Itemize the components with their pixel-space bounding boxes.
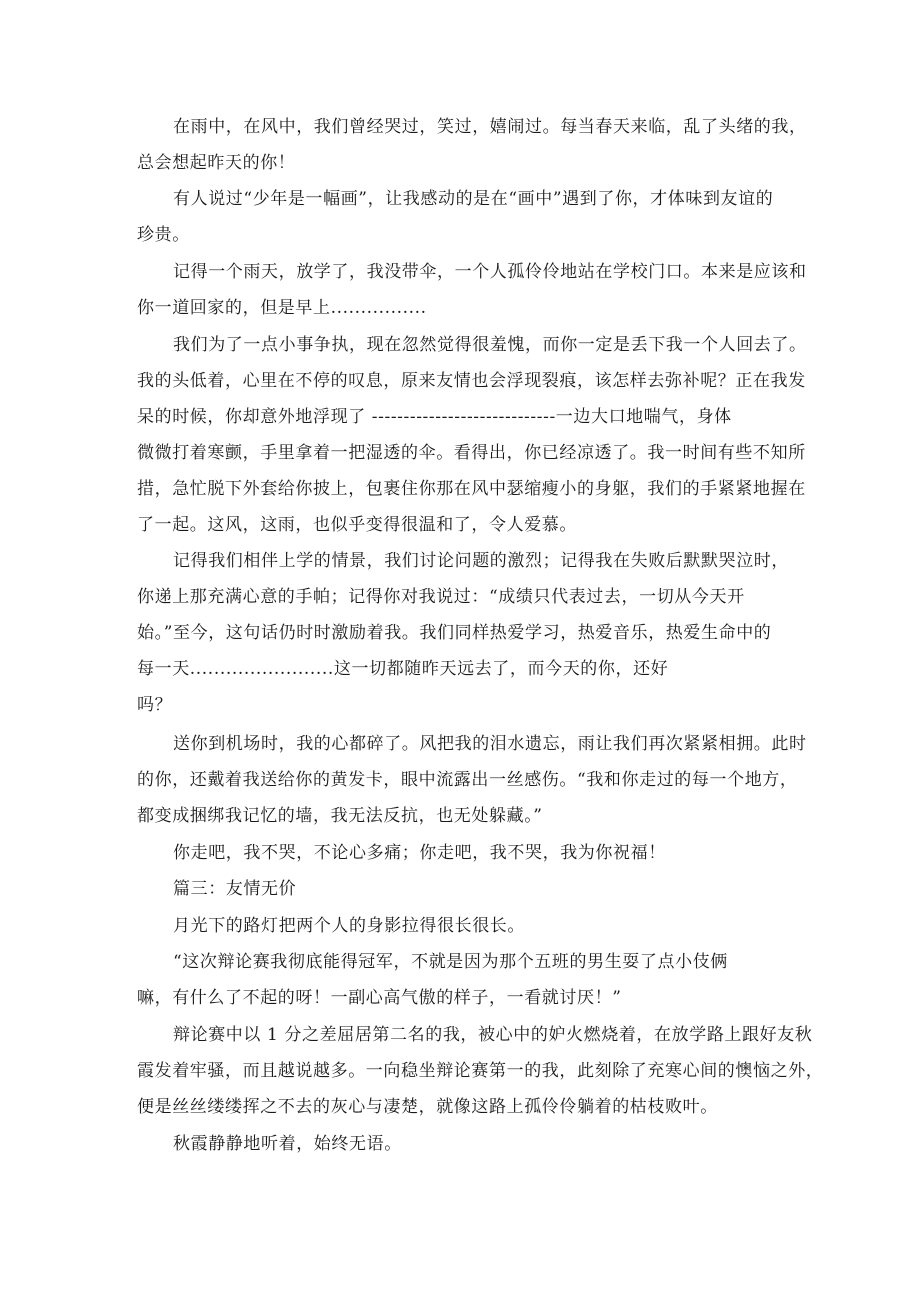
- text-line: 都变成捆绑我记忆的墙，我无法反抗，也无处躲藏。”: [137, 806, 543, 826]
- text-line: 珍贵。: [137, 225, 190, 245]
- text-line: 每一天........................这一切都随昨天远去了，而今天的你，还好: [137, 659, 669, 679]
- text-line: 有人说过“少年是一幅画”，让我感动的是在“画中”遇到了你，才体味到友谊的: [173, 189, 774, 209]
- text-line: 霞发着牢骚，而且越说越多。一向稳坐辩论赛第一的我，此刻除了充寒心间的懊恼之外，: [137, 1061, 824, 1081]
- text-line: 微微打着寒颤，手里拿着一把湿透的伞。看得出，你已经凉透了。我一时间有些不知所: [137, 443, 806, 463]
- text-line: 总会想起昨天的你！: [137, 153, 296, 173]
- text-line: 你递上那充满心意的手帕；记得你对我说过：“成绩只代表过去，一切从今天开: [137, 587, 745, 607]
- text-line: 月光下的路灯把两个人的身影拉得很长很长。: [173, 916, 525, 936]
- text-line: 吗？: [137, 695, 173, 715]
- text-line: 送你到机场时，我的心都碎了。风把我的泪水遗忘，雨让我们再次紧紧相拥。此时: [173, 734, 807, 754]
- text-line: 我们为了一点小事争执，现在忽然觉得很羞愧，而你一定是丢下我一个人回去了。: [173, 335, 807, 355]
- text-line: 便是丝丝缕缕挥之不去的灰心与凄楚，就像这路上孤伶伶躺着的枯枝败叶。: [137, 1097, 718, 1117]
- text-line: 的你，还戴着我送给你的黄发卡，眼中流露出一丝感伤。“我和你走过的每一个地方，: [137, 770, 798, 790]
- text-line: 秋霞静静地听着，始终无语。: [173, 1134, 402, 1154]
- text-line: 措，急忙脱下外套给你披上，包裹住你那在风中瑟缩瘦小的身躯，我们的手紧紧地握在: [137, 479, 806, 499]
- text-line: 你走吧，我不哭，不论心多痛；你走吧，我不哭，我为你祝福！: [173, 843, 666, 863]
- text-line: 记得我们相伴上学的情景，我们讨论问题的激烈；记得我在失败后默默哭泣时，: [173, 551, 789, 571]
- text-line: 我的头低着，心里在不停的叹息，原来友情也会浮现裂痕，该怎样去弥补呢？正在我发: [137, 371, 806, 391]
- text-line: 你一道回家的，但是早上................: [137, 298, 427, 318]
- text-line: 嘛，有什么了不起的呀！一副心高气傲的样子，一看就讨厌！”: [137, 988, 622, 1008]
- text-line: “这次辩论赛我彻底能得冠军，不就是因为那个五班的男生耍了点小伎俩: [173, 952, 728, 972]
- text-line: 了一起。这风，这雨，也似乎变得很温和了，令人爱慕。: [137, 515, 577, 535]
- text-line: 始。”至今，这句话仍时时激励着我。我们同样热爱学习，热爱音乐，热爱生命中的: [137, 623, 772, 643]
- text-line: 记得一个雨天，放学了，我没带伞，一个人孤伶伶地站在学校门口。本来是应该和: [173, 262, 807, 282]
- text-line: 辩论赛中以 1 分之差屈居第二名的我，被心中的妒火燃烧着，在放学路上跟好友秋: [173, 1025, 813, 1045]
- section-heading: 篇三：友情无价: [173, 879, 297, 899]
- text-line: 呆的时候，你却意外地浮现了 -----------------------------一边大口地喘气，身体: [137, 407, 732, 427]
- text-line: 在雨中，在风中，我们曾经哭过，笑过，嬉闹过。每当春天来临，乱了头绪的我，: [173, 117, 807, 137]
